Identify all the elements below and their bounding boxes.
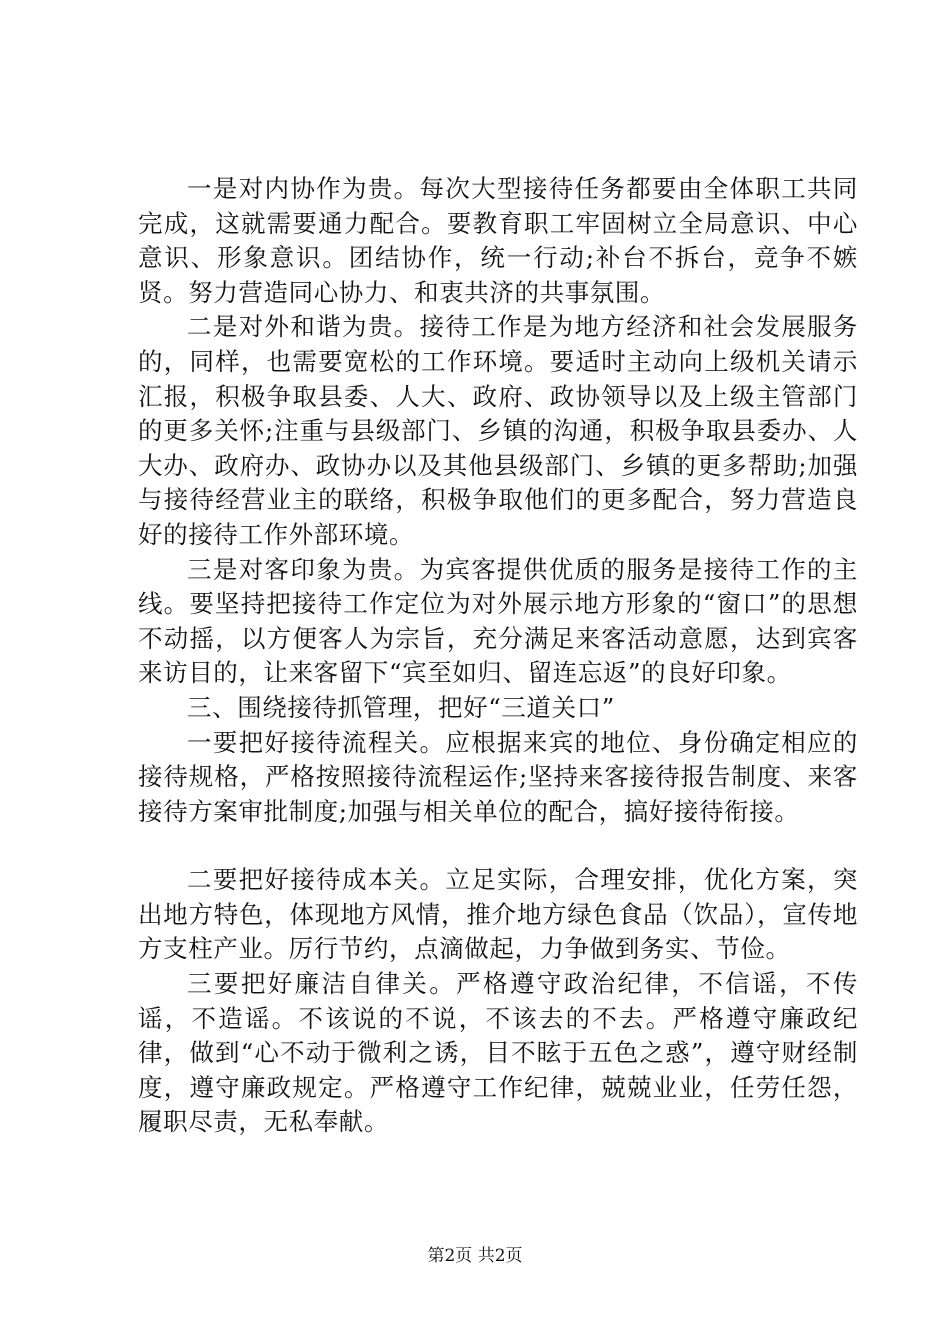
paragraph-cost-check: 二要把好接待成本关。立足实际，合理安排，优化方案，突出地方特色，体现地方风情，推介地方绿色食品（饮品），宣传地方支柱产业。厉行节约，点滴做起，力争做到务实、节俭。 [138,865,858,964]
page-number-footer: 第2页 共2页 [427,1246,523,1266]
paragraph-integrity-check: 三要把好廉洁自律关。严格遵守政治纪律，不信谣，不传谣，不造谣。不该说的不说，不该去的不去。严格遵守廉政纪律，做到“心不动于微利之诱，目不眩于五色之惑”，遵守财经制度，遵守廉政规定。严格遵守工作纪律，兢兢业业，任劳任怨，履职尽责，无私奉献。 [138,969,858,1137]
paragraph-external-harmony: 二是对外和谐为贵。接待工作是为地方经济和社会发展服务的，同样，也需要宽松的工作环境。要适时主动向上级机关请示汇报，积极争取县委、人大、政府、政协领导以及上级主管部门的更多关怀;注重与县级部门、乡镇的沟通，积极争取县委办、人大办、政府办、政协办以及其他县级部门、乡镇的更多帮助;加强与接待经营业主的联络，积极争取他们的更多配合，努力营造良好的接待工作外部环境。 [138,312,858,549]
paragraph-internal-cooperation: 一是对内协作为贵。每次大型接待任务都要由全体职工共同完成，这就需要通力配合。要教育职工牢固树立全局意识、中心意识、形象意识。团结协作，统一行动;补台不拆台，竞争不嫉贤。努力营造同心协力、和衷共济的共事氛围。 [138,174,858,307]
paragraph-guest-impression: 三是对客印象为贵。为宾客提供优质的服务是接待工作的主线。要坚持把接待工作定位为对外展示地方形象的“窗口”的思想不动摇，以方便客人为宗旨，充分满足来客活动意愿，达到宾客来访目的，让来客留下“宾至如归、留连忘返”的良好印象。 [138,554,858,688]
section-heading-three-checkpoints: 三、围绕接待抓管理，把好“三道关口” [187,692,615,722]
document-body [138,172,858,1140]
paragraph-process-check: 一要把好接待流程关。应根据来宾的地位、身份确定相应的接待规格，严格按照接待流程运作;坚持来客接待报告制度、来客接待方案审批制度;加强与相关单位的配合，搞好接待衔接。 [138,727,858,826]
